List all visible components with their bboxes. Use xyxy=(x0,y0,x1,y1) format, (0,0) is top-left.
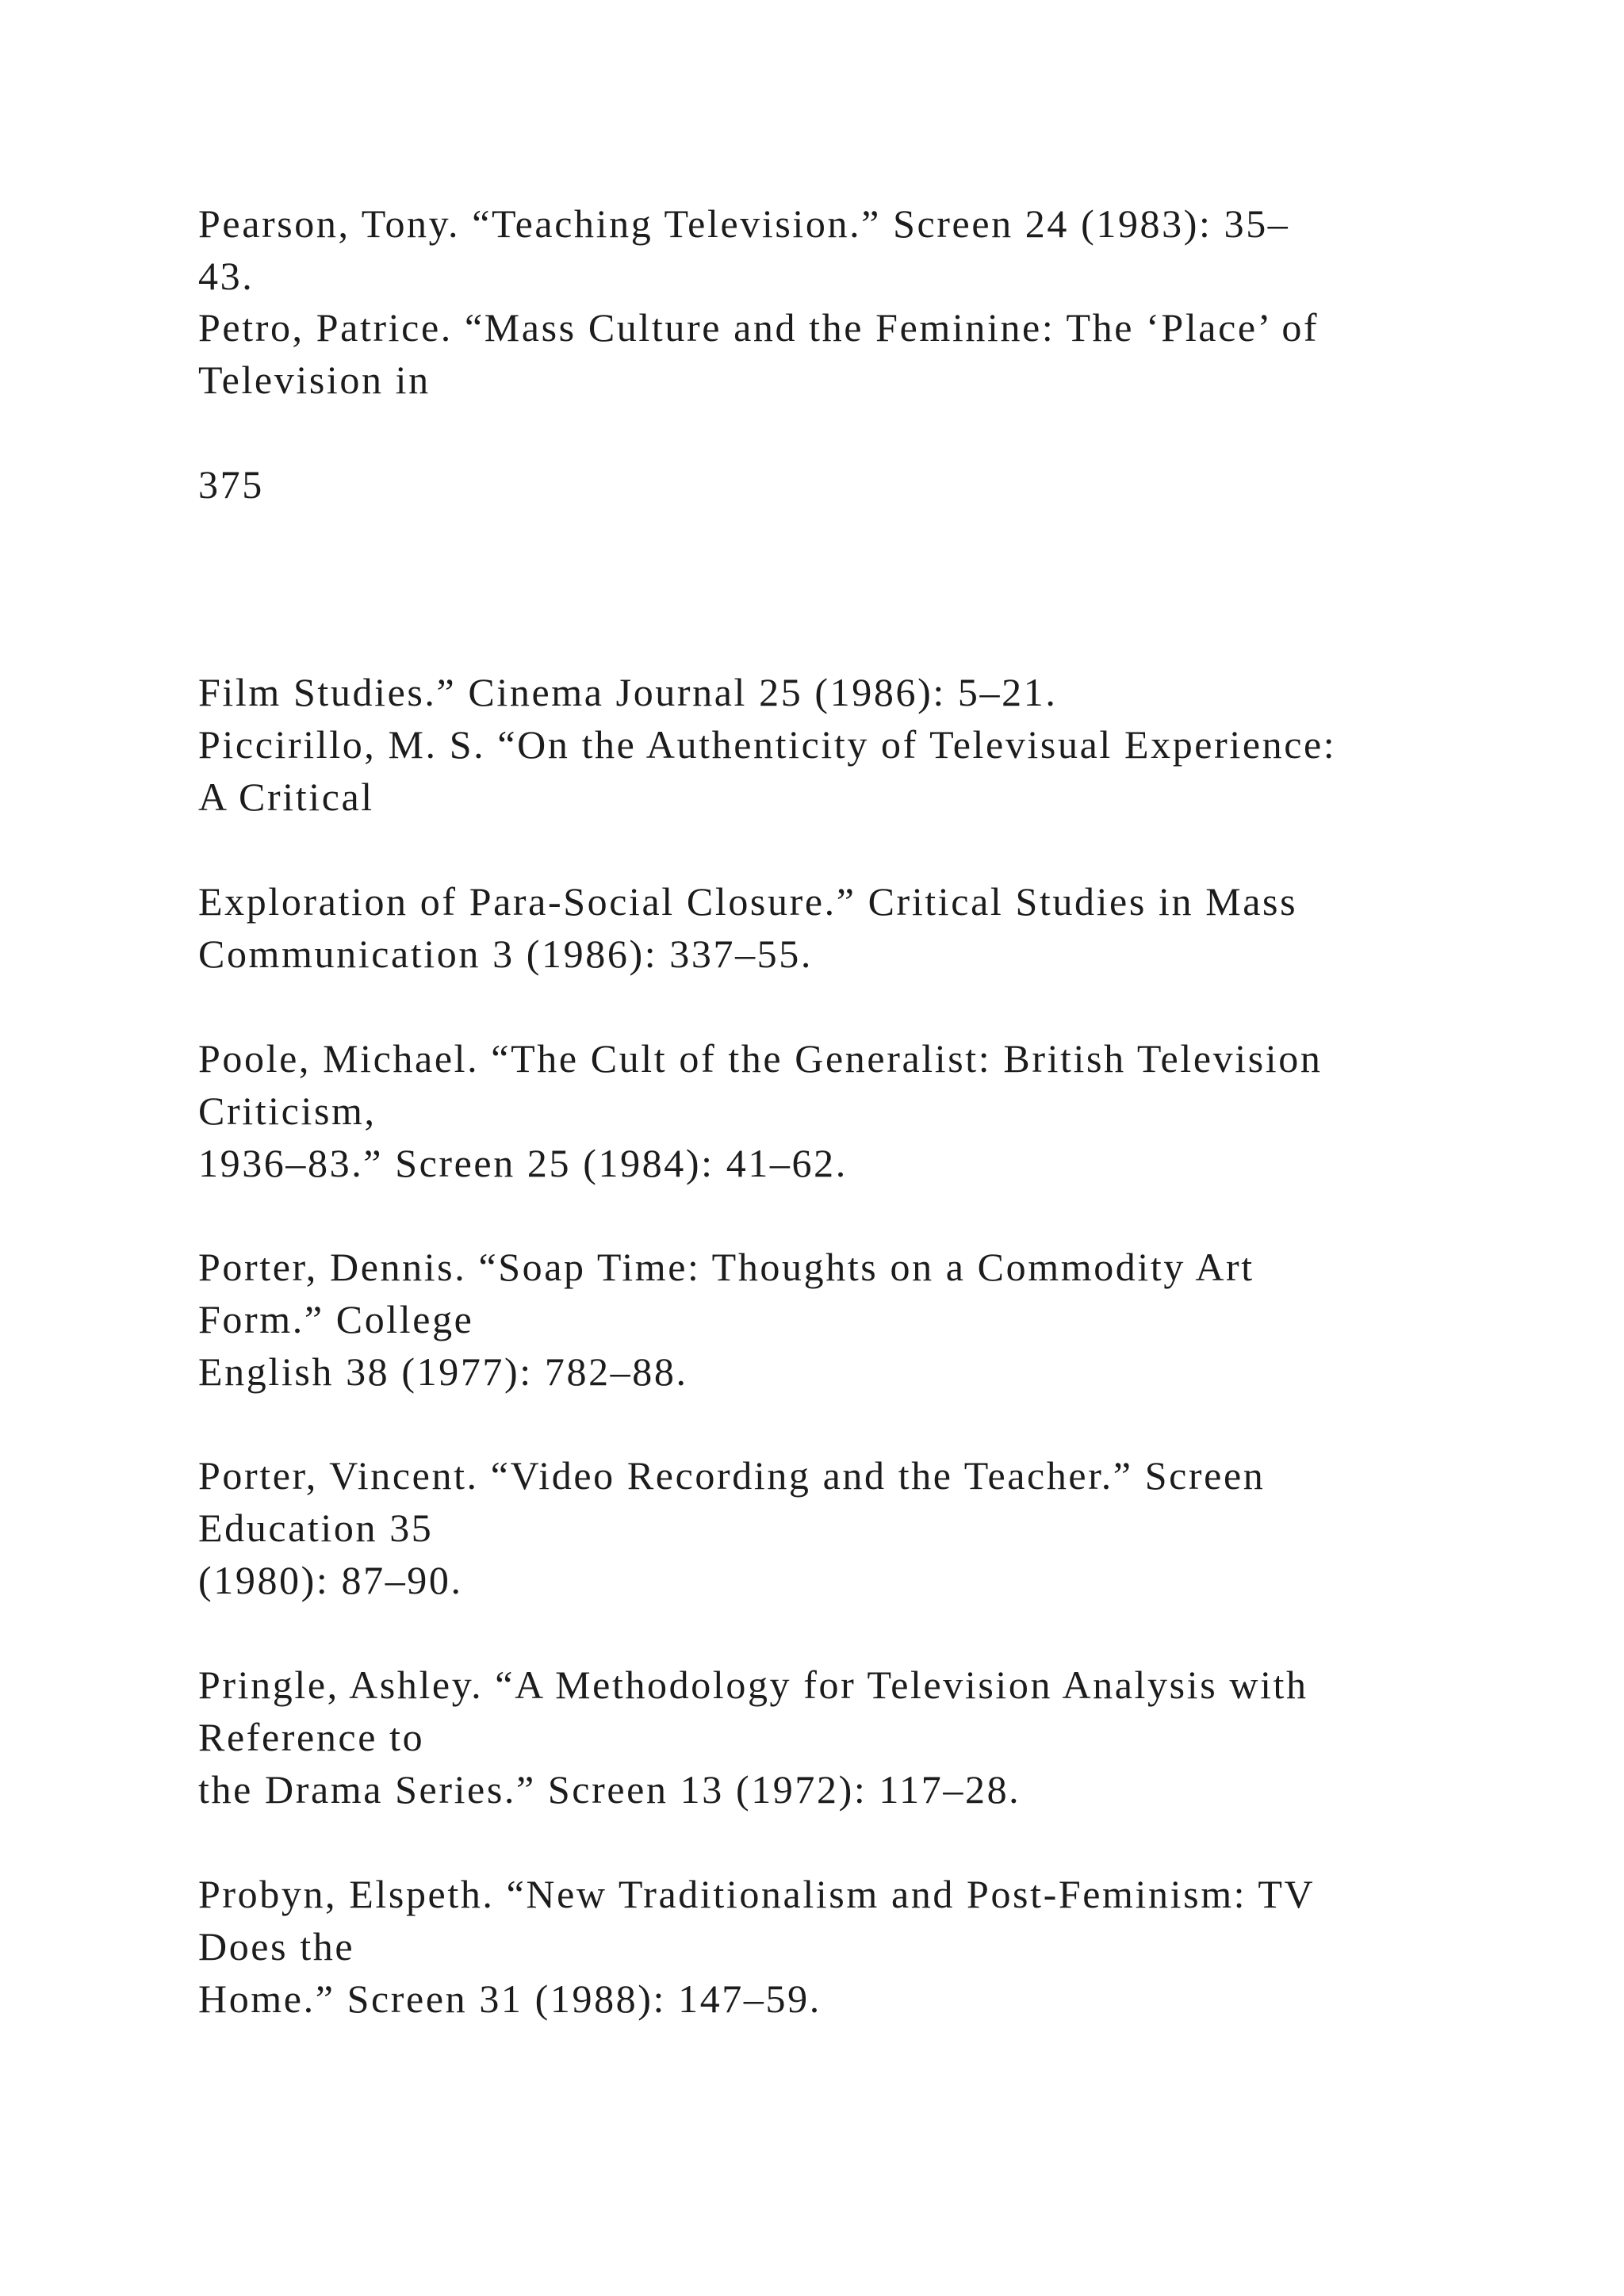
page-number: 375 xyxy=(198,462,264,507)
text-line: Exploration of Para-Social Closure.” Critical Studies in Mass xyxy=(198,879,1298,924)
text-line: Reference to xyxy=(198,1715,425,1759)
text-line: (1980): 87–90. xyxy=(198,1558,463,1602)
text-line: Education 35 xyxy=(198,1506,434,1550)
text-line: Probyn, Elspeth. “New Traditionalism and Post-Feminism: TV xyxy=(198,1872,1316,1916)
text-line: Television in xyxy=(198,358,431,402)
text-line: A Critical xyxy=(198,775,374,819)
text-line: 43. xyxy=(198,254,255,298)
text-line: the Drama Series.” Screen 13 (1972): 117–28. xyxy=(198,1767,1021,1812)
text-line: Piccirillo, M. S. “On the Authenticity of Televisual Experience: xyxy=(198,722,1337,767)
text-line: Film Studies.” Cinema Journal 25 (1986): 5–21. xyxy=(198,670,1058,714)
text-line: 1936–83.” Screen 25 (1984): 41–62. xyxy=(198,1141,848,1185)
text-line: Home.” Screen 31 (1988): 147–59. xyxy=(198,1976,822,2021)
text-line: Pearson, Tony. “Teaching Television.” Screen 24 (1983): 35– xyxy=(198,201,1290,246)
text-line: Criticism, xyxy=(198,1089,377,1133)
text-line: Porter, Vincent. “Video Recording and the Teacher.” Screen xyxy=(198,1453,1266,1498)
text-line: Form.” College xyxy=(198,1297,474,1341)
text-line: Communication 3 (1986): 337–55. xyxy=(198,932,813,976)
text-line: Petro, Patrice. “Mass Culture and the Feminine: The ‘Place’ of xyxy=(198,305,1320,350)
text-line: Pringle, Ashley. “A Methodology for Television Analysis with xyxy=(198,1663,1308,1707)
text-line: English 38 (1977): 782–88. xyxy=(198,1349,688,1394)
text-line: Poole, Michael. “The Cult of the Generalist: British Television xyxy=(198,1036,1323,1081)
text-line: Does the xyxy=(198,1924,355,1969)
text-line: Porter, Dennis. “Soap Time: Thoughts on a Commodity Art xyxy=(198,1245,1254,1289)
